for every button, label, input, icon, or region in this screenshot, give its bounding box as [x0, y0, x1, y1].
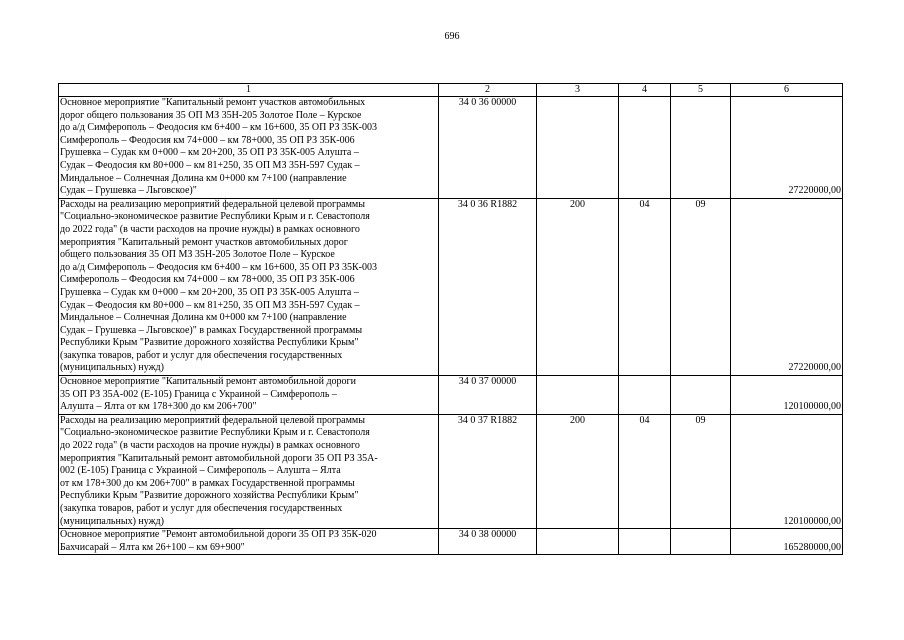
row-description [59, 529, 439, 555]
header-cell-6: 6 [731, 84, 843, 97]
row-code: 34 0 37 00000 [439, 376, 537, 415]
row-expense-type [537, 376, 619, 415]
description-line: "Социально-экономическое развитие Республики Крым и г. Севастополя [60, 211, 370, 223]
description-line: Расходы на реализацию мероприятий федеральной целевой программы [60, 198, 365, 210]
header-cell-4: 4 [619, 84, 671, 97]
description-line: общего пользования 35 ОП МЗ 35Н-205 Золотое Поле – Курское [60, 249, 335, 261]
row-subsection [671, 376, 731, 415]
row-amount: 165280000,00 [731, 529, 843, 555]
description-line: (закупка товаров, работ и услуг для обеспечения государственных [60, 503, 343, 514]
description-line: Судак – Грушевка – Льговское)" [60, 185, 197, 197]
description-line: 35 ОП РЗ 35А-002 (Е-105) Граница с Украиной – Симферополь – [60, 388, 337, 400]
header-cell-3: 3 [537, 84, 619, 97]
description-line: Симферополь – Феодосия км 74+000 – км 78+000, 35 ОП РЗ 35К-006 [60, 134, 355, 146]
description-line: Судак – Феодосия км 80+000 – км 81+250, 35 ОП МЗ 35Н-597 Судак – [60, 299, 360, 311]
description-line: Алушта – Ялта от км 178+300 до км 206+700" [60, 401, 257, 413]
row-subsection: 09 [671, 414, 731, 528]
row-subsection [671, 529, 731, 555]
row-amount: 120100000,00 [731, 414, 843, 528]
header-cell-1: 1 [59, 84, 439, 97]
row-section [619, 529, 671, 555]
description-line: Грушевка – Судак км 0+000 – км 20+200, 35 ОП РЗ 35К-005 Алушта – [60, 147, 359, 159]
description-line: Миндальное – Солнечная Долина км 0+000 км 7+100 (направление [60, 312, 347, 324]
row-subsection: 09 [671, 198, 731, 375]
row-expense-type: 200 [537, 198, 619, 375]
row-expense-type [537, 97, 619, 199]
table-row [59, 376, 843, 415]
description-line: мероприятия "Капитальный ремонт участков автомобильных дорог [60, 236, 348, 248]
description-line: Основное мероприятие "Капитальный ремонт участков автомобильных [60, 97, 366, 108]
description-line: Основное мероприятие "Ремонт автомобильной дороги 35 ОП РЗ 35К-020 [60, 529, 377, 541]
description-line: 002 (Е-105) Граница с Украиной – Симферополь – Алушта – Ялта [60, 465, 341, 477]
description-line: дорог общего пользования 35 ОП МЗ 35Н-205 Золотое Поле – Курское [60, 109, 362, 121]
row-amount: 27220000,00 [731, 198, 843, 375]
row-code: 34 0 36 00000 [439, 97, 537, 199]
row-section: 04 [619, 414, 671, 528]
row-code: 34 0 37 R1882 [439, 414, 537, 528]
row-section: 04 [619, 198, 671, 375]
description-line: Судак – Грушевка – Льговское)" в рамках Государственной программы [60, 324, 363, 336]
row-expense-type: 200 [537, 414, 619, 528]
description-line: (закупка товаров, работ и услуг для обеспечения государственных [60, 349, 343, 361]
header-cell-2: 2 [439, 84, 537, 97]
row-description [59, 414, 439, 528]
description-line: "Социально-экономическое развитие Республики Крым и г. Севастополя [60, 427, 370, 439]
header-cell-5: 5 [671, 84, 731, 97]
row-description [59, 376, 439, 415]
description-line: до а/д Симферополь – Феодосия км 6+400 – км 16+600, 35 ОП РЗ 35К-003 [60, 261, 377, 273]
table-header-row [59, 84, 843, 97]
description-line: Расходы на реализацию мероприятий федеральной целевой программы [60, 414, 365, 426]
table-row [59, 414, 843, 528]
description-line: (муниципальных) нужд) [60, 515, 164, 527]
description-line: мероприятия "Капитальный ремонт автомобильной дороги 35 ОП РЗ 35А- [60, 452, 378, 464]
description-line: до а/д Симферополь – Феодосия км 6+400 – км 16+600, 35 ОП РЗ 35К-003 [60, 122, 377, 134]
row-expense-type [537, 529, 619, 555]
description-line: от км 178+300 до км 206+700" в рамках Государственной программы [60, 477, 355, 489]
row-code: 34 0 38 00000 [439, 529, 537, 555]
description-line: Основное мероприятие "Капитальный ремонт автомобильной дороги [60, 376, 357, 388]
description-line: до 2022 года" (в части расходов на прочие нужды) в рамках основного [60, 440, 360, 452]
table-row [59, 529, 843, 555]
page-number: 696 [444, 31, 460, 42]
row-section [619, 376, 671, 415]
description-line: Миндальное – Солнечная Долина км 0+000 км 7+100 (направление [60, 172, 347, 184]
row-amount: 120100000,00 [731, 376, 843, 415]
table-row [59, 198, 843, 375]
row-description [59, 97, 439, 199]
budget-table [58, 83, 843, 555]
row-amount: 27220000,00 [731, 97, 843, 199]
description-line: Республики Крым "Развитие дорожного хозяйства Республики Крым" [60, 490, 359, 502]
description-line: Грушевка – Судак км 0+000 – км 20+200, 35 ОП РЗ 35К-005 Алушта – [60, 286, 359, 298]
description-line: Республики Крым "Развитие дорожного хозяйства Республики Крым" [60, 337, 359, 349]
description-line: до 2022 года" (в части расходов на прочие нужды) в рамках основного [60, 223, 360, 235]
description-line: Симферополь – Феодосия км 74+000 – км 78+000, 35 ОП РЗ 35К-006 [60, 274, 355, 286]
description-line: (муниципальных) нужд) [60, 362, 164, 374]
row-section [619, 97, 671, 199]
description-line: Судак – Феодосия км 80+000 – км 81+250, 35 ОП МЗ 35Н-597 Судак – [60, 159, 360, 171]
row-code: 34 0 36 R1882 [439, 198, 537, 375]
table-row [59, 97, 843, 199]
row-subsection [671, 97, 731, 199]
row-description [59, 198, 439, 375]
description-line: Бахчисарай – Ялта км 26+100 – км 69+900" [60, 541, 245, 553]
